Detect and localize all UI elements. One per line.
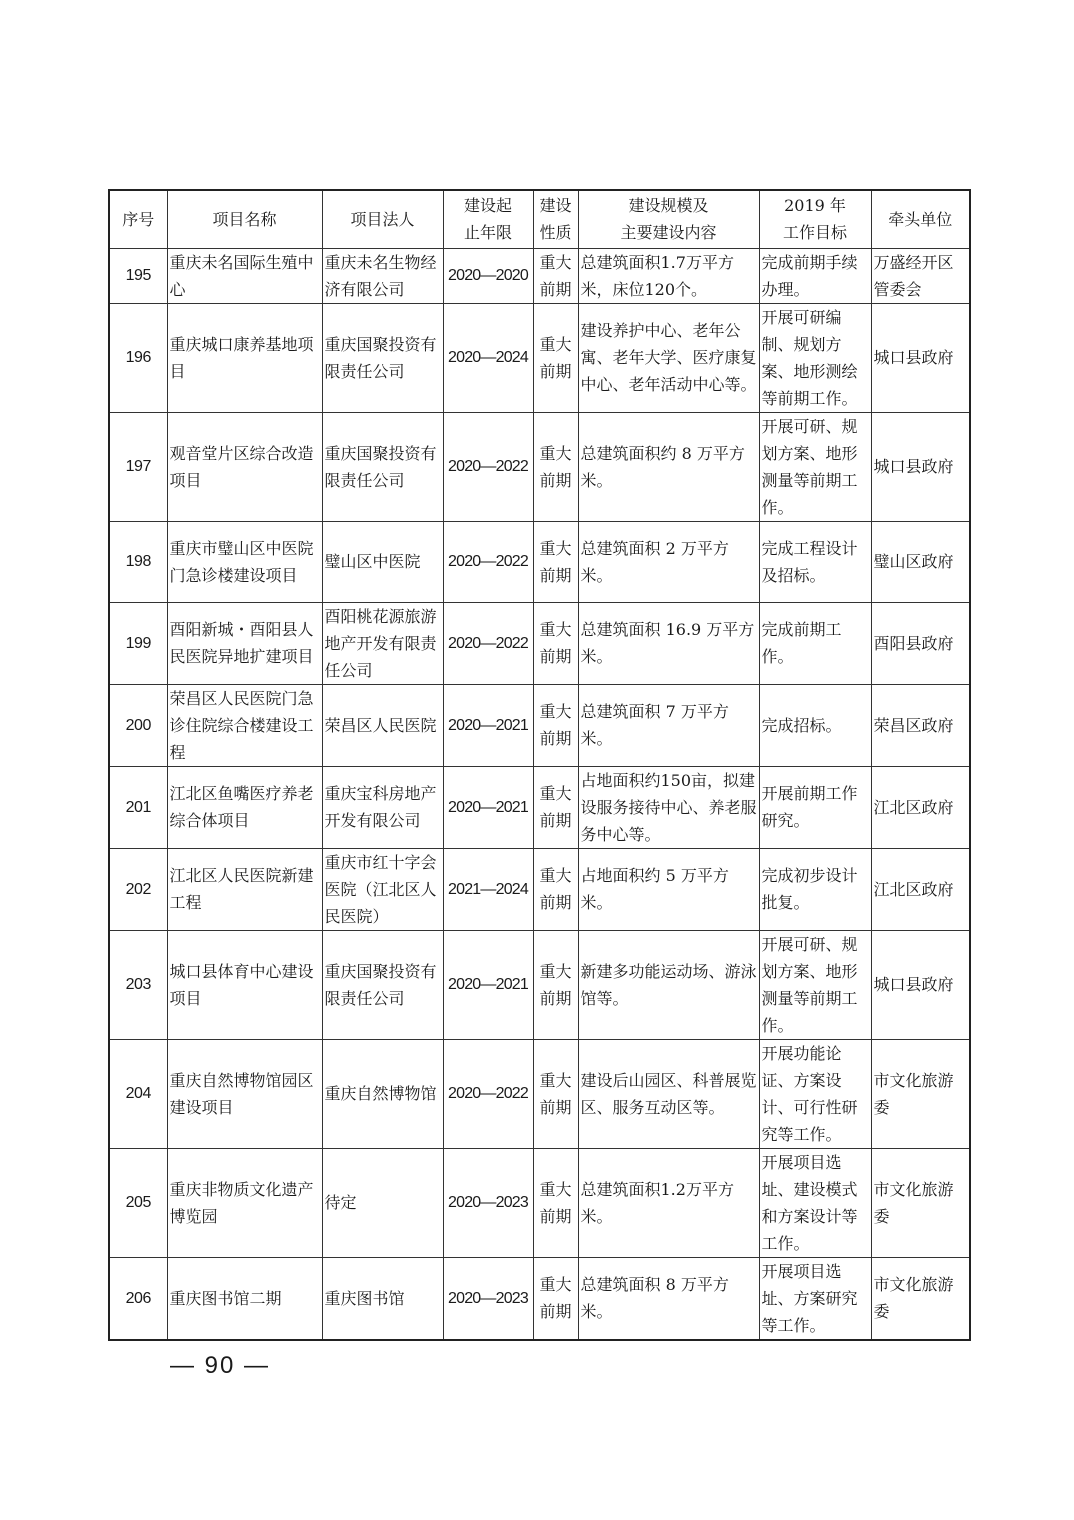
cell-project-owner: 待定 [322,1148,443,1257]
cell-no: 202 [109,848,167,930]
cell-project-owner: 重庆宝科房地产开发有限公司 [322,766,443,848]
cell-scope: 总建筑面积1.2万平方米。 [578,1148,759,1257]
cell-lead-unit: 荣昌区政府 [871,684,970,766]
cell-years: 2020—2022 [443,602,533,684]
cell-years: 2020—2021 [443,930,533,1039]
cell-project-name: 城口县体育中心建设项目 [167,930,322,1039]
cell-scope: 总建筑面积 16.9 万平方米。 [578,602,759,684]
page-number: — 90 — [170,1352,271,1379]
cell-project-name: 重庆未名国际生殖中心 [167,248,322,303]
table-row [109,1039,970,1148]
cell-project-name: 江北区鱼嘴医疗养老综合体项目 [167,766,322,848]
table-row [109,303,970,412]
cell-lead-unit: 江北区政府 [871,766,970,848]
cell-no: 201 [109,766,167,848]
cell-lead-unit: 市文化旅游委 [871,1148,970,1257]
cell-nature: 重大前期 [533,1257,578,1340]
cell-lead-unit: 江北区政府 [871,848,970,930]
cell-goal: 开展项目选址、方案研究等工作。 [759,1257,871,1340]
cell-scope: 总建筑面积 7 万平方米。 [578,684,759,766]
cell-nature: 重大前期 [533,412,578,521]
table-row [109,521,970,602]
cell-scope: 总建筑面积 8 万平方米。 [578,1257,759,1340]
cell-goal: 开展前期工作研究。 [759,766,871,848]
projects-table [108,189,971,1341]
cell-no: 200 [109,684,167,766]
cell-goal: 开展可研、规划方案、地形测量等前期工作。 [759,930,871,1039]
header-no: 序号 [109,190,167,248]
table-row [109,412,970,521]
cell-no: 195 [109,248,167,303]
cell-nature: 重大前期 [533,521,578,602]
cell-goal: 开展可研编制、规划方案、地形测绘等前期工作。 [759,303,871,412]
cell-nature: 重大前期 [533,684,578,766]
cell-no: 198 [109,521,167,602]
cell-no: 199 [109,602,167,684]
cell-project-owner: 重庆市红十字会医院（江北区人民医院） [322,848,443,930]
cell-years: 2020—2023 [443,1148,533,1257]
cell-goal: 开展功能论证、方案设计、可行性研究等工作。 [759,1039,871,1148]
header-goal: 2019 年 工作目标 [759,190,871,248]
cell-project-name: 观音堂片区综合改造项目 [167,412,322,521]
cell-scope: 新建多功能运动场、游泳馆等。 [578,930,759,1039]
cell-project-owner: 重庆国聚投资有限责任公司 [322,412,443,521]
cell-nature: 重大前期 [533,848,578,930]
cell-scope: 建设养护中心、老年公寓、老年大学、医疗康复中心、老年活动中心等。 [578,303,759,412]
cell-project-name: 荣昌区人民医院门急诊住院综合楼建设工程 [167,684,322,766]
cell-project-name: 重庆非物质文化遗产博览园 [167,1148,322,1257]
table-row [109,1257,970,1340]
cell-project-name: 重庆图书馆二期 [167,1257,322,1340]
cell-years: 2020—2021 [443,684,533,766]
table-row [109,684,970,766]
table-row [109,848,970,930]
cell-project-name: 江北区人民医院新建工程 [167,848,322,930]
cell-project-owner: 酉阳桃花源旅游地产开发有限责任公司 [322,602,443,684]
header-nature: 建设 性质 [533,190,578,248]
header-years: 建设起 止年限 [443,190,533,248]
cell-project-name: 重庆城口康养基地项目 [167,303,322,412]
cell-lead-unit: 璧山区政府 [871,521,970,602]
cell-project-owner: 璧山区中医院 [322,521,443,602]
cell-lead-unit: 万盛经开区管委会 [871,248,970,303]
cell-goal: 完成工程设计及招标。 [759,521,871,602]
table-row [109,930,970,1039]
cell-no: 206 [109,1257,167,1340]
cell-lead-unit: 酉阳县政府 [871,602,970,684]
cell-scope: 总建筑面积约 8 万平方米。 [578,412,759,521]
cell-project-owner: 荣昌区人民医院 [322,684,443,766]
header-project-name: 项目名称 [167,190,322,248]
cell-years: 2020—2023 [443,1257,533,1340]
cell-goal: 完成招标。 [759,684,871,766]
cell-goal: 开展项目选址、建设模式和方案设计等工作。 [759,1148,871,1257]
header-lead-unit: 牵头单位 [871,190,970,248]
cell-scope: 总建筑面积 2 万平方米。 [578,521,759,602]
cell-project-owner: 重庆国聚投资有限责任公司 [322,303,443,412]
cell-lead-unit: 城口县政府 [871,930,970,1039]
cell-no: 205 [109,1148,167,1257]
cell-lead-unit: 城口县政府 [871,303,970,412]
cell-no: 196 [109,303,167,412]
table-header-row [109,190,970,248]
cell-project-name: 重庆自然博物馆园区建设项目 [167,1039,322,1148]
cell-years: 2020—2024 [443,303,533,412]
cell-nature: 重大前期 [533,930,578,1039]
cell-project-owner: 重庆图书馆 [322,1257,443,1340]
cell-goal: 完成初步设计批复。 [759,848,871,930]
cell-years: 2020—2021 [443,766,533,848]
cell-scope: 占地面积约 5 万平方米。 [578,848,759,930]
cell-years: 2020—2022 [443,521,533,602]
cell-nature: 重大前期 [533,766,578,848]
cell-scope: 占地面积约150亩，拟建设服务接待中心、养老服务中心等。 [578,766,759,848]
cell-nature: 重大前期 [533,248,578,303]
cell-no: 197 [109,412,167,521]
cell-no: 204 [109,1039,167,1148]
table-row [109,248,970,303]
cell-lead-unit: 城口县政府 [871,412,970,521]
cell-years: 2020—2022 [443,412,533,521]
cell-project-owner: 重庆未名生物经济有限公司 [322,248,443,303]
cell-goal: 开展可研、规划方案、地形测量等前期工作。 [759,412,871,521]
cell-goal: 完成前期工作。 [759,602,871,684]
header-scope: 建设规模及 主要建设内容 [578,190,759,248]
cell-project-name: 重庆市璧山区中医院门急诊楼建设项目 [167,521,322,602]
cell-goal: 完成前期手续办理。 [759,248,871,303]
cell-lead-unit: 市文化旅游委 [871,1039,970,1148]
cell-nature: 重大前期 [533,1148,578,1257]
cell-nature: 重大前期 [533,303,578,412]
cell-project-name: 酉阳新城・酉阳县人民医院异地扩建项目 [167,602,322,684]
cell-scope: 总建筑面积1.7万平方米，床位120个。 [578,248,759,303]
cell-project-owner: 重庆自然博物馆 [322,1039,443,1148]
cell-nature: 重大前期 [533,602,578,684]
cell-years: 2021—2024 [443,848,533,930]
header-project-owner: 项目法人 [322,190,443,248]
cell-years: 2020—2020 [443,248,533,303]
cell-lead-unit: 市文化旅游委 [871,1257,970,1340]
cell-years: 2020—2022 [443,1039,533,1148]
cell-no: 203 [109,930,167,1039]
table-row [109,766,970,848]
cell-project-owner: 重庆国聚投资有限责任公司 [322,930,443,1039]
table-row [109,1148,970,1257]
cell-scope: 建设后山园区、科普展览区、服务互动区等。 [578,1039,759,1148]
cell-nature: 重大前期 [533,1039,578,1148]
table-row [109,602,970,684]
